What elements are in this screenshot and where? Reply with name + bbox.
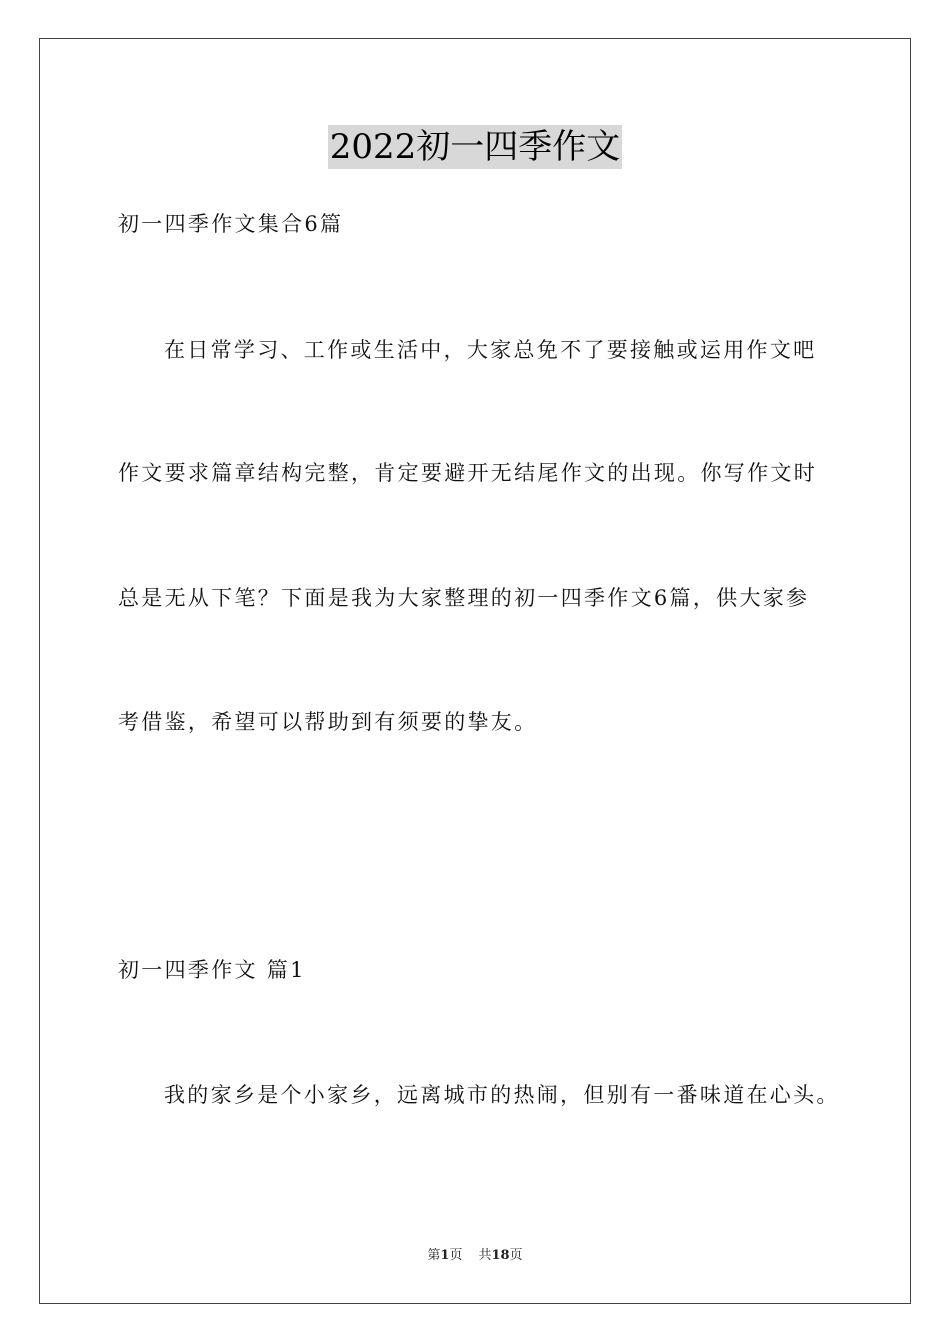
- section-heading: 初一四季作文 篇1: [118, 958, 306, 982]
- intro-line-1: 在日常学习、工作或生活中，大家总免不了要接触或运用作文吧: [164, 338, 817, 362]
- intro-line-4: 考借鉴，希望可以帮助到有须要的挚友。: [118, 710, 538, 734]
- page-footer: [0, 1247, 950, 1265]
- document-subtitle: 初一四季作文集合6篇: [118, 212, 344, 236]
- document-title: 2022初一四季作文: [329, 127, 621, 167]
- footer-page-prefix: 第: [427, 1248, 441, 1263]
- footer-page-total: 18: [491, 1248, 510, 1263]
- footer-total-prefix: 共: [478, 1248, 492, 1263]
- intro-line-3: 总是无从下笔？下面是我为大家整理的初一四季作文6篇，供大家参: [118, 586, 810, 610]
- title-container: [0, 125, 950, 169]
- section-paragraph-line-1: 我的家乡是个小家乡，远离城市的热闹，但别有一番味道在心头。: [164, 1083, 840, 1107]
- footer-page-current: 1: [440, 1248, 450, 1263]
- footer-page-suffix: 页: [449, 1248, 463, 1263]
- intro-line-2: 作文要求篇章结构完整，肯定要避开无结尾作文的出现。你写作文时: [118, 461, 817, 485]
- footer-total-suffix: 页: [509, 1248, 523, 1263]
